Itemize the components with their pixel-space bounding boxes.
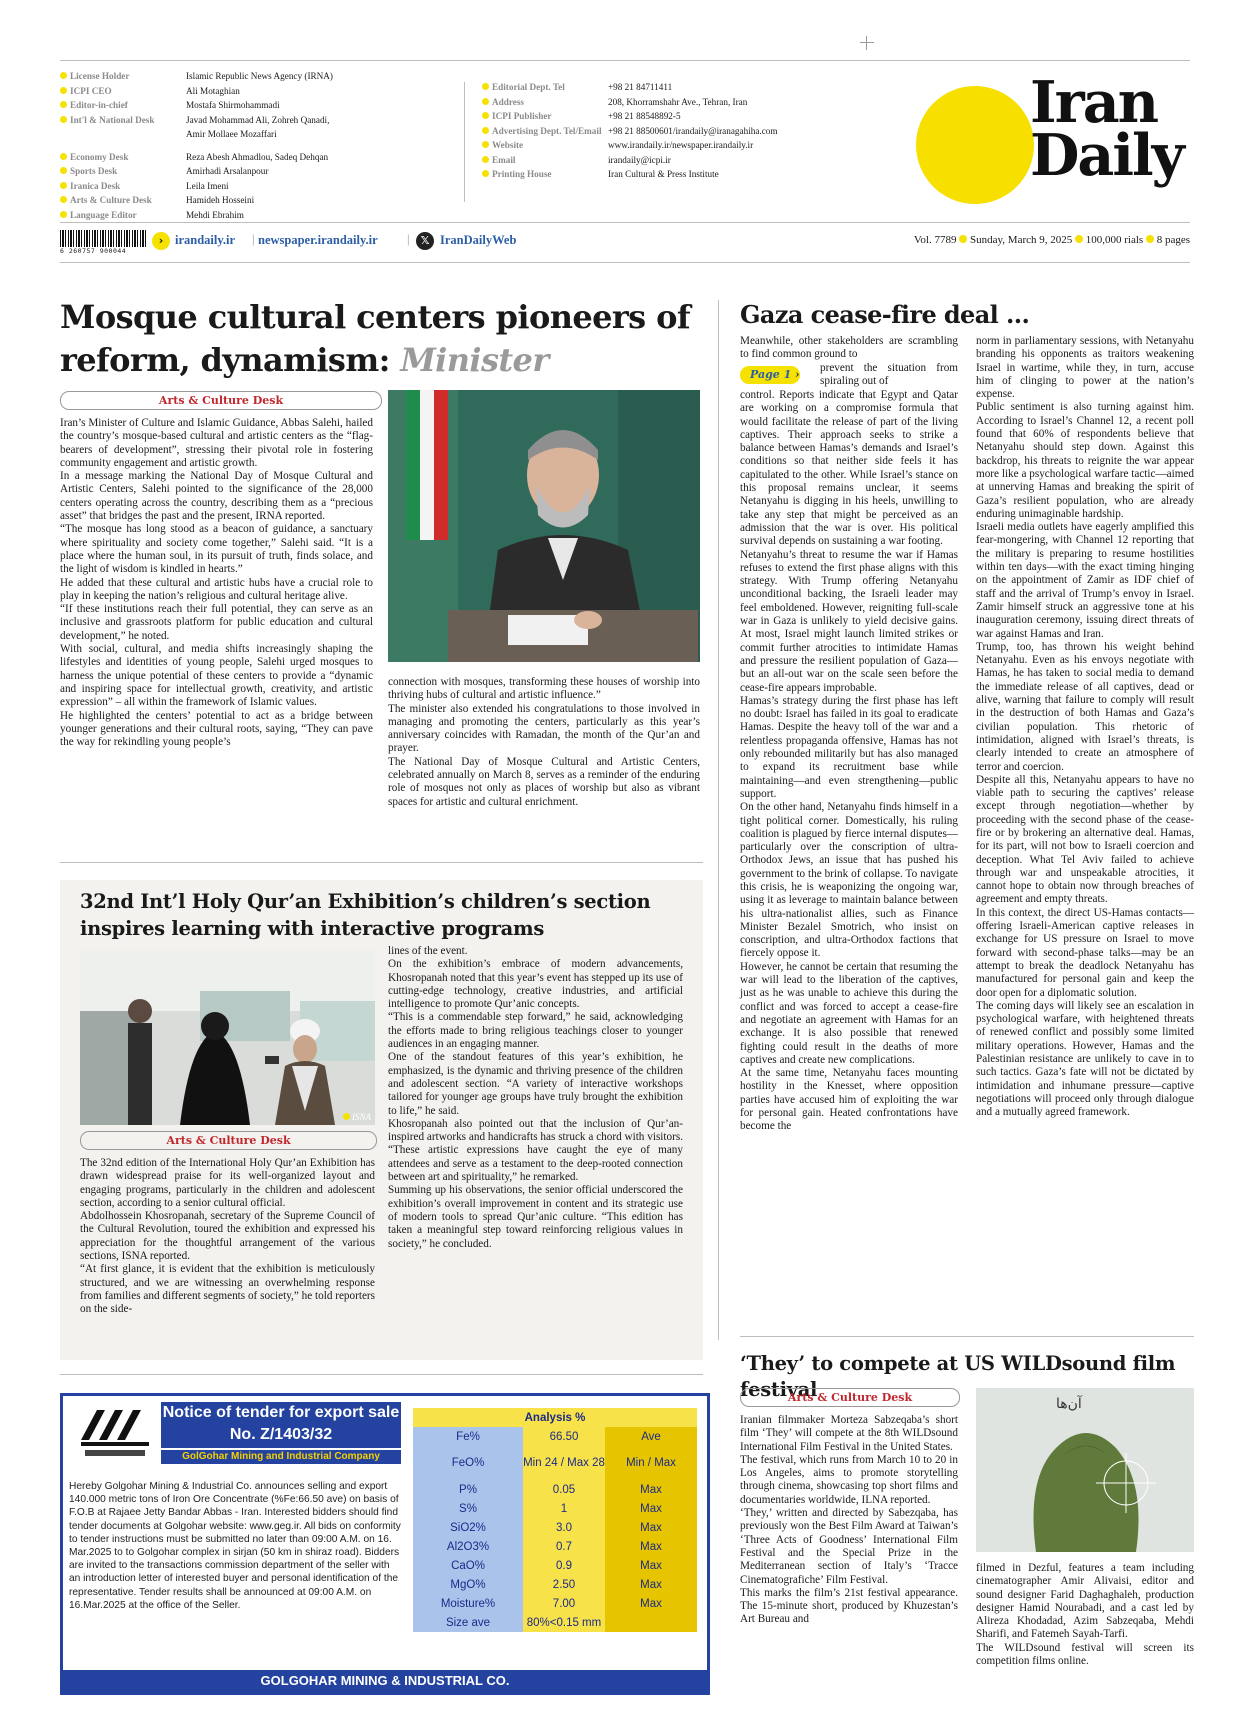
paragraph: On the exhibition’s embrace of modern advancements, Khosropanah noted that this year’s event has stepped up its use of cutting-edge technology, creative industries, and artificial intelligence to promote Qur’anic concepts. xyxy=(388,958,683,1011)
masthead-row xyxy=(482,138,778,153)
poster-title: آن‌ها xyxy=(1056,1396,1082,1412)
gaza-wrap-text xyxy=(820,362,958,389)
masthead-row xyxy=(482,80,778,95)
masthead-label: Int'l & National Desk xyxy=(60,113,186,128)
analysis-value: 66.50 xyxy=(523,1427,605,1446)
price: 100,000 rials xyxy=(1085,234,1144,246)
masthead-label: License Holder xyxy=(60,69,186,84)
masthead-value: Javad Mohammad Ali, Zohreh Qanadi, xyxy=(186,114,330,125)
exhibition-photo xyxy=(80,951,375,1125)
masthead-label: Email xyxy=(482,153,608,168)
masthead-label: Iranica Desk xyxy=(60,179,186,194)
paragraph: He highlighted the centers’ potential to act as a bridge between younger generations and their cultural roots, saying, “They can pave the way for rekindling young people’s xyxy=(60,709,373,749)
analysis-value: 80%<0.15 mm xyxy=(523,1613,605,1632)
paragraph: connection with mosques, transforming these houses of worship into thriving hubs of cultural and artistic influence.” xyxy=(388,676,700,702)
masthead-value: 208, Khorramshahr Ave., Tehran, Iran xyxy=(608,96,748,107)
masthead-label: Address xyxy=(482,95,608,110)
analysis-limit xyxy=(605,1613,697,1632)
masthead-row xyxy=(60,150,333,165)
paragraph: “At first glance, it is evident that the exhibition is meticulously structured, and we are witnessing an overwhelming response from families and different segments of society,” he told reporters on the side- xyxy=(80,1263,375,1316)
analysis-row xyxy=(413,1427,697,1446)
masthead-value: www.irandaily.ir/newspaper.irandaily.ir xyxy=(608,140,754,150)
masthead-label: Printing House xyxy=(482,167,608,182)
masthead-value: Leila Imeni xyxy=(186,180,229,191)
paragraph: Iran’s Minister of Culture and Islamic Guidance, Abbas Salehi, hailed the country’s mosque-based cultural and artistic centers as the “flag-bearers of development”, stressing their pivotal role in fostering community engagement and artistic growth. xyxy=(60,417,373,469)
paragraph: He added that these cultural and artistic hubs have a crucial role to play in keeping the nation’s religious and cultural heritage alive. xyxy=(60,576,373,602)
logo-line-1: Iran xyxy=(1030,69,1158,136)
headline-text: Mosque cultural centers pioneers of reform, dynamism: xyxy=(60,298,691,379)
paragraph: Netanyahu’s threat to resume the war if Hamas refuses to extend the first phase aligns with this strategy. With Trump offering Netanyahu unconditional backing, the Israeli leader may feel emboldened. However, reigniting full-scale war in Gaza is unlikely to yield decisive gains. At most, Israel might launch limited strikes or commit further atrocities to intimidate Hamas and pressure the resilient population of Gaza—but an all-out war on the scale seen before the cease-fire appears improbable. xyxy=(740,548,958,694)
masthead-row xyxy=(60,84,333,99)
analysis-limit: Max xyxy=(605,1480,697,1499)
desk-label: Arts & Culture Desk xyxy=(740,1388,960,1407)
paragraph: lines of the event. xyxy=(388,945,468,957)
paragraph: “If these institutions reach their full potential, they can serve as an inclusive and grassroots platform for public education and cultural development,” he noted. xyxy=(60,603,373,642)
masthead-value: Ali Motaghian xyxy=(186,85,240,96)
paragraph: filmed in Dezful, features a team including cinematographer Amir Alivaisi, editor and sound designer Farid Daghaghaleh, production designer Hamid Nourabadi, and a cast led by Alireza Khodadad, Azim Sabzeqaba, Mehdi Sharifi, and Fatemeh Sayah-Tarfi. xyxy=(976,1562,1194,1641)
masthead-row xyxy=(60,113,333,128)
page-reference-label: Page 1 xyxy=(750,368,792,381)
paragraph: The National Day of Mosque Cultural and Artistic Centers, celebrated annually on March 8, serves as a reminder of the enduring role of mosques not only as places of worship but also as vibrant spaces for artistic and cultural enrichment. xyxy=(388,755,700,808)
analysis-limit: Max xyxy=(605,1537,697,1556)
analysis-row xyxy=(413,1537,697,1556)
masthead-row xyxy=(482,95,778,110)
analysis-element: Moisture% xyxy=(413,1594,523,1613)
tender-advertisement xyxy=(60,1393,710,1695)
section-rule xyxy=(60,1374,703,1375)
masthead-label: Editor-in-chief xyxy=(60,98,186,113)
separator: | xyxy=(252,232,255,246)
gaza-column-1-intro xyxy=(740,335,958,362)
paragraph: Trump, too, has thrown his weight behind Netanyahu. Even as his envoys negotiate with Hamas, he has taken to social media to demand the immediate release of all captives, dead or alive, warning that failure to comply will result in the destruction of both Hamas and Gaza’s civilian population. This rhetoric of intimidation, aligned with Israel’s threats, is clearly intended to create an atmosphere of terror and coercion. xyxy=(976,640,1194,773)
analysis-table xyxy=(413,1408,697,1632)
analysis-limit: Max xyxy=(605,1518,697,1537)
gaza-column-2 xyxy=(976,335,1194,1120)
tender-title: Notice of tender for export sale No. Z/1403/32 xyxy=(161,1402,401,1448)
masthead-label: Editorial Dept. Tel xyxy=(482,80,608,95)
paragraph: Khosropanah also pointed out that the inclusion of Qur’an-inspired artworks and handicrafts has struck a chord with visitors. “These artistic expressions have caught the eye of many attendees and serve as a testament to the deep-rooted connection between art and spirituality,” he remarked. xyxy=(388,1117,683,1184)
issue-bar xyxy=(60,230,1190,254)
quran-headline: 32nd Int’l Holy Qur’an Exhibition’s children’s section inspires learning with interactive programs xyxy=(80,890,651,940)
page-count: 8 pages xyxy=(1156,234,1190,246)
paragraph: The WILDsound festival will screen its competition films online. xyxy=(976,1641,1194,1668)
analysis-limit: Ave xyxy=(605,1427,697,1446)
analysis-row xyxy=(413,1446,697,1480)
chevron-right-icon: › xyxy=(795,368,800,381)
analysis-limit: Max xyxy=(605,1594,697,1613)
crop-mark xyxy=(860,36,874,50)
masthead-label: Economy Desk xyxy=(60,150,186,165)
logo xyxy=(1030,69,1183,189)
masthead-value: irandaily@icpi.ir xyxy=(608,154,671,165)
logo-circle xyxy=(916,86,1034,204)
section-rule xyxy=(60,862,703,863)
masthead-value: +98 21 88548892-5 xyxy=(608,111,681,121)
film-poster xyxy=(976,1388,1194,1552)
gaza-wrap: prevent the situation from spiraling out of xyxy=(820,362,958,388)
staff-list xyxy=(60,69,333,222)
paragraph: “The mosque has long stood as a beacon of guidance, a sanctuary where spirituality and society come together,” Salehi said. “It is a place where the human soul, in its pursuit of truth, finds solace, and the light of wisdom is kindled in hearts.” xyxy=(60,523,373,576)
analysis-value: Min 24 / Max 28 xyxy=(523,1446,605,1480)
gaza-headline: Gaza cease-fire deal ... xyxy=(740,300,1030,329)
minister-photo xyxy=(388,390,700,662)
analysis-element: CaO% xyxy=(413,1556,523,1575)
masthead-row xyxy=(482,109,778,124)
site-link[interactable]: irandaily.ir xyxy=(175,233,236,247)
golgohar-logo xyxy=(75,1402,155,1462)
paragraph: One of the standout features of this year’s exhibition, he emphasized, is the dynamic and thriving presence of the children and adolescent section. “A variety of interactive workshops tailored for younger age groups have truly brought the exhibition to life,” he said. xyxy=(388,1051,683,1117)
analysis-row xyxy=(413,1575,697,1594)
masthead-label: ICPI Publisher xyxy=(482,109,608,124)
paragraph: The coming days will likely see an escalation in psychological warfare, with heightened threats of renewed conflict and possibly some limited military operations. However, Hamas and the Palestinian resistance are unlikely to cave in to such tactics. Gaza’s fate will not be dictated by intimidation and inhumane pressure—captive negotiations will proceed only through dialogue and a mutually agreed framework. xyxy=(976,999,1194,1119)
paragraph: “This is a commendable step forward,” he said, acknowledging the efforts made to bring religious teachings closer to younger audiences in an engaging manner. xyxy=(388,1011,683,1051)
masthead-row xyxy=(60,127,333,142)
analysis-row xyxy=(413,1480,697,1499)
masthead-value: Mostafa Shirmohammadi xyxy=(186,100,280,110)
issue-date: Sunday, March 9, 2025 xyxy=(970,234,1073,246)
masthead-row xyxy=(60,69,333,84)
analysis-row xyxy=(413,1594,697,1613)
analysis-value: 0.7 xyxy=(523,1537,605,1556)
film-headline: ‘They’ to compete at US WILDsound film festival xyxy=(740,1352,1176,1401)
analysis-element: S% xyxy=(413,1499,523,1518)
paragraph: control. Reports indicate that Egypt and Qatar are working on a compromise formula that would facilitate the release of part of the living captives. Their approach seeks to strike a balance between Hamas’s demands and Israel’s conditions so that neither side feels it has capitulated to the other. While Israel’s stance on this proposal remains unclear, it seems Netanyahu is digging in his heels, unwilling to take any step that might be perceived as an admission that the war is over. His political survival depends on sustaining a war footing. xyxy=(740,389,958,548)
analysis-row xyxy=(413,1499,697,1518)
analysis-row xyxy=(413,1556,697,1575)
masthead-row xyxy=(60,193,333,208)
paragraph: Abdolhossein Khosropanah, secretary of the Supreme Council of the Cultural Revolution, toured the exhibition and expressed his appreciation for the thoughtful arrangement of the various sections, ISNA reported. xyxy=(80,1210,375,1263)
masthead-row xyxy=(482,124,778,139)
analysis-limit: Max xyxy=(605,1556,697,1575)
mosque-headline xyxy=(60,296,720,382)
paragraph: Despite all this, Netanyahu appears to have no viable path to securing the captives’ release except through negotiation—whether by proceeding with the second phase of the cease-fire or by brokering an alternative deal. Hamas, for its part, will not bow to Israeli coercion and deception. What Tel Aviv failed to achieve through war and unspeakable atrocities, it cannot hope to obtain now through breaches of agreement and empty threats. xyxy=(976,773,1194,906)
desk-label: Arts & Culture Desk xyxy=(60,391,382,410)
masthead-row xyxy=(60,179,333,194)
analysis-limit: Min / Max xyxy=(605,1446,697,1480)
top-rule xyxy=(60,60,1190,61)
masthead-row xyxy=(60,98,333,113)
masthead-value: Iran Cultural & Press Institute xyxy=(608,169,719,179)
page-reference xyxy=(740,366,800,384)
tender-body: Hereby Golgohar Mining & Industrial Co. announces selling and export 140.000 metric tons of Iron Ore Concentrate (%Fe:66.50 ave) on basis of F.O.B at Rajaee Jetty Bandar Abbas - Iran. Interested bidders should find tender documents at Golgohar website: www.geg.ir. All bids on conformity to tender instructions must be submitted no later than 09:00 A.M. on 16. Mar.2025 to to Golgohar complex in sirjan (50 km in shiraz road). Bidders are invited to the transactions commission department of the seller with an introduction letter of interested buyer and personal identification of the representative. Tender results shall be announced at 09:00 A.M. on 16.Mar.2025 at the office of the Seller. xyxy=(69,1481,401,1611)
paragraph: In this context, the direct US-Hamas contacts—offering Israeli-American captive releases in exchange for US pressure on Israel to move forward with second-phase talks—may be an attempt to break the deadlock Netanyahu has manufactured for personal gain and keep the door open for a diplomatic solution. xyxy=(976,906,1194,999)
volume: Vol. 7789 xyxy=(913,234,957,246)
analysis-element: Fe% xyxy=(413,1427,523,1446)
social-link[interactable]: IranDailyWeb xyxy=(440,233,517,247)
analysis-value: 3.0 xyxy=(523,1518,605,1537)
analysis-element: FeO% xyxy=(413,1446,523,1480)
masthead-label: Website xyxy=(482,138,608,153)
film-column-1 xyxy=(740,1414,958,1627)
x-social-icon: 𝕏 xyxy=(416,232,434,250)
masthead-value: Mehdi Ebrahim xyxy=(186,209,244,220)
barcode-number: 6 260757 900044 xyxy=(60,247,146,256)
analysis-row xyxy=(413,1518,697,1537)
paragraph: Iranian filmmaker Morteza Sabzeqaba’s short film ‘They’ will compete at the 8th WILDsound International Film Festival in the United States. xyxy=(740,1414,958,1453)
masthead-row xyxy=(482,153,778,168)
analysis-limit: Max xyxy=(605,1575,697,1594)
paragraph: At the same time, Netanyahu faces mounting hostility in the Knesset, where opposition parties have accused him of exploiting the war for personal gain. Heated confrontations have become the xyxy=(740,1067,958,1133)
analysis-limit: Max xyxy=(605,1499,697,1518)
analysis-element: Al2O3% xyxy=(413,1537,523,1556)
mosque-column-2 xyxy=(388,676,700,809)
paragraph: The minister also extended his congratulations to those involved in managing and promoting the centers, particularly as this year’s anniversary coincides with Ramadan, the month of the Qur’an and prayer. xyxy=(388,702,700,755)
paragraph: The 32nd edition of the International Holy Qur’an Exhibition has drawn widespread praise for its well-organized layout and engaging programs, particularly in the children and adolescent section, according to a senior cultural official. xyxy=(80,1157,375,1209)
paragraph: ‘They,’ written and directed by Sabezqaba, has previously won the Best Film Award at Taiwan’s ‘Three Acts of Goodness’ International Film Festival and the Special Prize in the Mediterranean section of Italy’s ‘Tracce Cinematografiche’ Film Festival. xyxy=(740,1507,958,1586)
analysis-title: Analysis % xyxy=(413,1408,697,1427)
masthead-value: Islamic Republic News Agency (IRNA) xyxy=(186,71,333,81)
separator: | xyxy=(407,232,410,246)
paragraph: With social, cultural, and media shifts increasingly shaping the lifestyles and identities of young people, Salehi urged mosques to harness the unique potential of these centers to provide a “dynamic and inspiring space for intellectual growth, creativity, and artistic expression” – all within the framework of Islamic values. xyxy=(60,643,373,709)
paragraph: Israeli media outlets have eagerly amplified this fear-mongering, with Channel 12 reporting that the military is preparing to resume hostilities within ten days—with the exact timing hinging on the appointment of Zamir as IDF chief of staff and the arrival of Trump’s envoy in Israel. Zamir himself struck an aggressive tone at his inauguration ceremony, issuing direct threats of war against Hamas and Iran. xyxy=(976,521,1194,640)
issue-info xyxy=(914,234,1190,246)
logo-line-2: Daily xyxy=(1030,122,1183,189)
paper-link[interactable]: newspaper.irandaily.ir xyxy=(258,233,378,247)
analysis-element: MgO% xyxy=(413,1575,523,1594)
masthead-bottom-rule xyxy=(60,262,1190,263)
analysis-value: 1 xyxy=(523,1499,605,1518)
paragraph: norm in parliamentary sessions, with Netanyahu branding his opponents as traitors weakening Israel in wartime, while they, in turn, accuse him of clinging to power at the nation’s expense. xyxy=(976,335,1194,401)
paragraph: However, he cannot be certain that resuming the war will lead to the liberation of the captives, just as he was unable to achieve this during the conflict and was forced to accept a cease-fire and negotiate an agreement with Hamas for an exchange. It is also possible that renewed fighting could result in the deaths of more captives and create new complications. xyxy=(740,960,958,1066)
masthead-label: Language Editor xyxy=(60,208,186,223)
masthead-divider xyxy=(464,82,465,202)
photo-credit xyxy=(343,1112,371,1122)
masthead-row xyxy=(60,164,333,179)
section-rule xyxy=(740,1336,1194,1337)
paragraph: Summing up his observations, the senior official underscored the exhibition’s overall improvement in content and its strategic use of modern tools to spread Qur’anic culture. “This edition has taken a meaningful step toward reinforcing religious values in society,” he concluded. xyxy=(388,1184,683,1250)
desk-label: Arts & Culture Desk xyxy=(80,1131,377,1150)
masthead-row xyxy=(60,208,333,223)
tender-company: GolGohar Mining and Industrial Company xyxy=(161,1450,401,1464)
film-column-2 xyxy=(976,1562,1194,1668)
photo-credit-text: ISNA xyxy=(352,1112,371,1122)
masthead-label: Advertising Dept. Tel/Email xyxy=(482,124,608,139)
masthead-label: ICPI CEO xyxy=(60,84,186,99)
tender-footer: GOLGOHAR MINING & INDUSTRIAL CO. xyxy=(63,1670,707,1692)
masthead-value: Amirhadi Arsalanpour xyxy=(186,166,269,176)
paragraph: Public sentiment is also turning against him. According to Israel’s Channel 12, a recent poll found that 60% of respondents believe that Netanyahu should step down. Against this backdrop, his threats to reignite the war appear more like a psychological warfare tactic—aimed at unnerving Hamas and breaking the spirit of Gaza’s resilient population, who are already enduring unimaginable hardship. xyxy=(976,401,1194,520)
analysis-element: Size ave xyxy=(413,1613,523,1632)
masthead-value: +98 21 84711411 xyxy=(608,82,673,92)
analysis-element: SiO2% xyxy=(413,1518,523,1537)
headline-source: Minister xyxy=(400,341,549,379)
quran-column-1 xyxy=(80,1157,375,1317)
analysis-value: 7.00 xyxy=(523,1594,605,1613)
paragraph: In a message marking the National Day of Mosque Cultural and Artistic Centers, Salehi pointed to the significance of the 28,000 centers operating across the country, describing them as a “precious asset” that bridges the past and the present, IRNA reported. xyxy=(60,470,373,523)
analysis-value: 2.50 xyxy=(523,1575,605,1594)
chevron-right-icon: › xyxy=(152,232,170,250)
paragraph: On the other hand, Netanyahu finds himself in a tight political corner. Domestically, his ruling coalition is plagued by fierce internal disputes—particularly over the conscription of ultra-Orthodox Jews, an issue that has pushed his government to the brink of collapse. To navigate this crisis, he is weaponizing the ongoing war, using it as leverage to maintain balance between his ultra-nationalist allies, such as Finance Minister Bezalel Smotrich, who insist on conscription, and ultra-Orthodox factions that fiercely oppose it. xyxy=(740,801,958,960)
gaza-intro: Meanwhile, other stakeholders are scrambling to find common ground to xyxy=(740,335,958,361)
paragraph: The festival, which runs from March 10 to 20 in Los Angeles, aims to promote storytelling through cinema, showcasing top short films and documentaries worldwide, ILNA reported. xyxy=(740,1453,958,1506)
analysis-value: 0.9 xyxy=(523,1556,605,1575)
analysis-element: P% xyxy=(413,1480,523,1499)
analysis-value: 0.05 xyxy=(523,1480,605,1499)
analysis-row xyxy=(413,1613,697,1632)
quran-column-2 xyxy=(388,945,683,1251)
masthead-label: Sports Desk xyxy=(60,164,186,179)
masthead-value: Reza Abesh Ahmadlou, Sadeq Dehqan xyxy=(186,151,329,162)
masthead-label: Arts & Culture Desk xyxy=(60,193,186,208)
masthead-value: +98 21 88500601/irandaily@iranagahiha.com xyxy=(608,125,778,136)
masthead-value: Amir Mollaee Mozaffari xyxy=(186,129,277,139)
mosque-column-1 xyxy=(60,417,373,749)
masthead-value: Hamideh Hosseini xyxy=(186,195,255,205)
contact-list xyxy=(482,80,778,182)
masthead-rule xyxy=(60,222,1190,223)
masthead-row xyxy=(482,167,778,182)
column-divider xyxy=(718,300,719,1340)
paragraph: This marks the film’s 21st festival appearance. The 15-minute short, produced by Khuzestan’s Art Bureau and xyxy=(740,1586,958,1626)
gaza-column-1 xyxy=(740,389,958,1134)
paragraph: Hamas’s strategy during the first phase has left no doubt: Israel has failed in its goal to eradicate Hamas. Despite the heavy toll of the war and a relentless propaganda offensive, Hamas has not only rebounded militarily but has also managed to expand its recruitment base while maintaining—and even strengthening—public support. xyxy=(740,694,958,800)
